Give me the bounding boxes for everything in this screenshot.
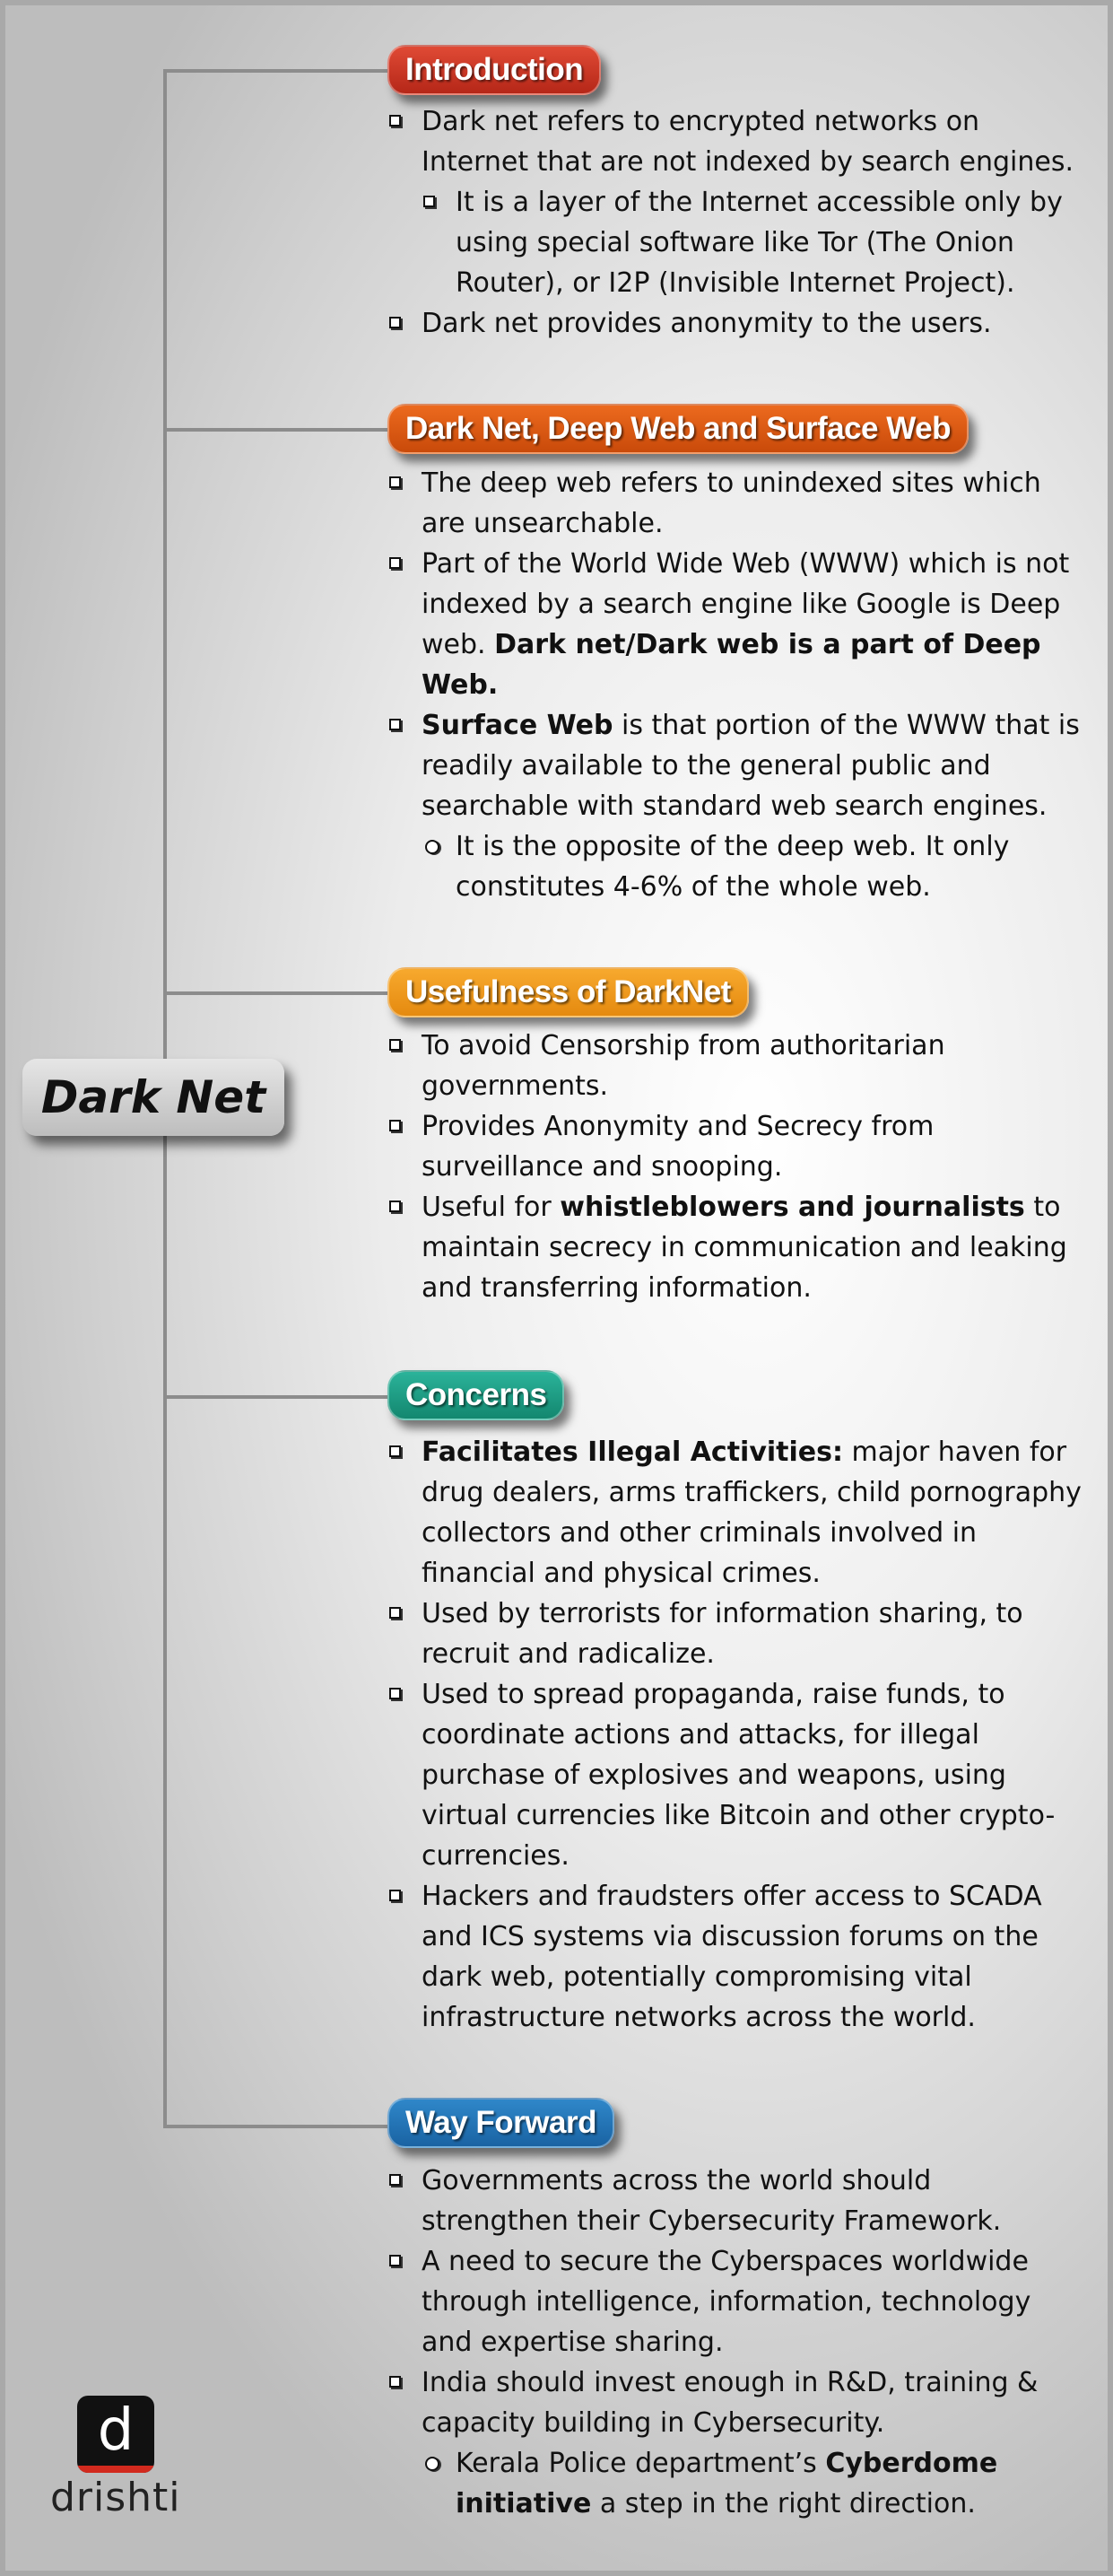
bold-text: Surface Web xyxy=(422,710,613,741)
text: To avoid Censorship from authoritarian governments. xyxy=(422,1030,945,1102)
text: major haven for drug dealers, arms traffickers, child pornography collectors and other criminals involved in financial and physical crimes. xyxy=(422,1436,1082,1589)
bold-text: Dark net/Dark web is a part of Deep Web. xyxy=(422,629,1041,701)
bullet-item xyxy=(387,1876,1086,2038)
section-heading-concerns xyxy=(387,1370,564,1420)
square-bullet-icon xyxy=(389,719,401,730)
section-title: Way Forward xyxy=(405,2105,596,2140)
circle-bullet-icon xyxy=(425,2457,439,2471)
square-bullet-icon xyxy=(389,115,401,127)
section-heading-introduction xyxy=(387,45,601,95)
section-list-way-forward xyxy=(387,2161,1086,2524)
connector-concerns xyxy=(163,1395,398,1399)
square-bullet-icon xyxy=(389,1890,401,1901)
section-list-concerns xyxy=(387,1432,1086,2038)
bullet-item xyxy=(387,826,1086,907)
text: Hackers and fraudsters offer access to SCADA and ICS systems via discussion forums on the dark web, potentially compromising vital infrastructure networks across the world. xyxy=(422,1881,1042,2033)
text: Used by terrorists for information sharing, to recruit and radicalize. xyxy=(422,1598,1023,1670)
square-bullet-icon xyxy=(389,476,401,488)
text: A need to secure the Cyberspaces worldwide through intelligence, information, technology and expertise sharing. xyxy=(422,2246,1031,2358)
text: It is a layer of the Internet accessible only by using special software like Tor (The Onion Router), or I2P (Invisible Internet Project). xyxy=(456,187,1063,299)
circle-bullet-icon xyxy=(425,840,439,854)
section-heading-way-forward xyxy=(387,2098,614,2148)
section-heading-usefulness xyxy=(387,967,749,1017)
logo-icon xyxy=(77,2396,154,2473)
square-bullet-icon xyxy=(389,1445,401,1457)
bullet-item xyxy=(387,303,1086,344)
logo-accent-bar xyxy=(77,2466,154,2473)
text: Kerala Police department’s xyxy=(456,2448,826,2479)
bullet-item xyxy=(387,1026,1086,1106)
text: Provides Anonymity and Secrecy from surveillance and snooping. xyxy=(422,1111,935,1183)
bullet-item xyxy=(387,705,1086,826)
text: Used to spread propaganda, raise funds, to coordinate actions and attacks, for illegal purchase of explosives and weapons, using virtual currencies like Bitcoin and other crypto-currencies. xyxy=(422,1679,1056,1872)
square-bullet-icon xyxy=(423,196,435,207)
connector-introduction xyxy=(163,69,398,73)
bullet-item xyxy=(387,1674,1086,1876)
bullet-item xyxy=(387,182,1086,303)
bullet-item xyxy=(387,2241,1086,2362)
bold-text: whistleblowers and journalists xyxy=(560,1192,1025,1223)
section-list-introduction xyxy=(387,101,1086,344)
square-bullet-icon xyxy=(389,557,401,569)
square-bullet-icon xyxy=(389,1688,401,1699)
bullet-item xyxy=(387,2362,1086,2443)
section-list-usefulness xyxy=(387,1026,1086,1308)
text: India should invest enough in R&D, training & capacity building in Cybersecurity. xyxy=(422,2367,1039,2439)
section-title: Usefulness of DarkNet xyxy=(405,974,731,1009)
text: Useful for xyxy=(422,1192,561,1223)
section-title: Dark Net, Deep Web and Surface Web xyxy=(405,411,951,446)
bold-text: Facilitates Illegal Activities: xyxy=(422,1436,843,1468)
square-bullet-icon xyxy=(389,1201,401,1212)
bullet-item xyxy=(387,101,1086,182)
square-bullet-icon xyxy=(389,1039,401,1051)
bullet-item xyxy=(387,1106,1086,1187)
section-list-deep-web xyxy=(387,463,1086,907)
square-bullet-icon xyxy=(389,1607,401,1619)
text: Part of the World Wide Web (WWW) which is not indexed by a search engine like Google is Deep web. xyxy=(422,548,1070,660)
text: The deep web refers to unindexed sites which are unsearchable. xyxy=(422,467,1041,539)
bullet-item xyxy=(387,2443,1086,2524)
connector-usefulness xyxy=(163,991,398,995)
text: It is the opposite of the deep web. It only constitutes 4-6% of the whole web. xyxy=(456,831,1010,903)
central-topic-box xyxy=(22,1059,284,1136)
square-bullet-icon xyxy=(389,317,401,328)
bold-text: Cyberdome initiative xyxy=(456,2448,998,2519)
bullet-item xyxy=(387,544,1086,705)
connector-deep-web xyxy=(163,428,398,432)
text: a step in the right direction. xyxy=(591,2488,976,2519)
central-topic-title: Dark Net xyxy=(40,1071,266,1123)
square-bullet-icon xyxy=(389,2255,401,2266)
square-bullet-icon xyxy=(389,1120,401,1131)
square-bullet-icon xyxy=(389,2376,401,2388)
text: Dark net provides anonymity to the users. xyxy=(422,308,992,339)
text: Governments across the world should strengthen their Cybersecurity Framework. xyxy=(422,2165,1002,2237)
bullet-item xyxy=(387,1187,1086,1308)
section-heading-deep-web xyxy=(387,404,969,454)
section-title: Concerns xyxy=(405,1377,547,1412)
drishti-logo xyxy=(50,2396,183,2520)
logo-wordmark: drishti xyxy=(50,2475,181,2520)
bullet-item xyxy=(387,2161,1086,2241)
logo-icon-letter: d xyxy=(97,2397,135,2464)
bullet-item xyxy=(387,1432,1086,1594)
bullet-item xyxy=(387,1594,1086,1674)
square-bullet-icon xyxy=(389,2174,401,2186)
section-title: Introduction xyxy=(405,52,584,87)
text: to maintain secrecy in communication and leaking and transferring information. xyxy=(422,1192,1067,1304)
bullet-item xyxy=(387,463,1086,544)
connector-way-forward xyxy=(163,2125,398,2128)
text: is that portion of the WWW that is readily available to the general public and searchable with standard web search engines. xyxy=(422,710,1080,822)
text: Dark net refers to encrypted networks on Internet that are not indexed by search engines. xyxy=(422,106,1074,178)
